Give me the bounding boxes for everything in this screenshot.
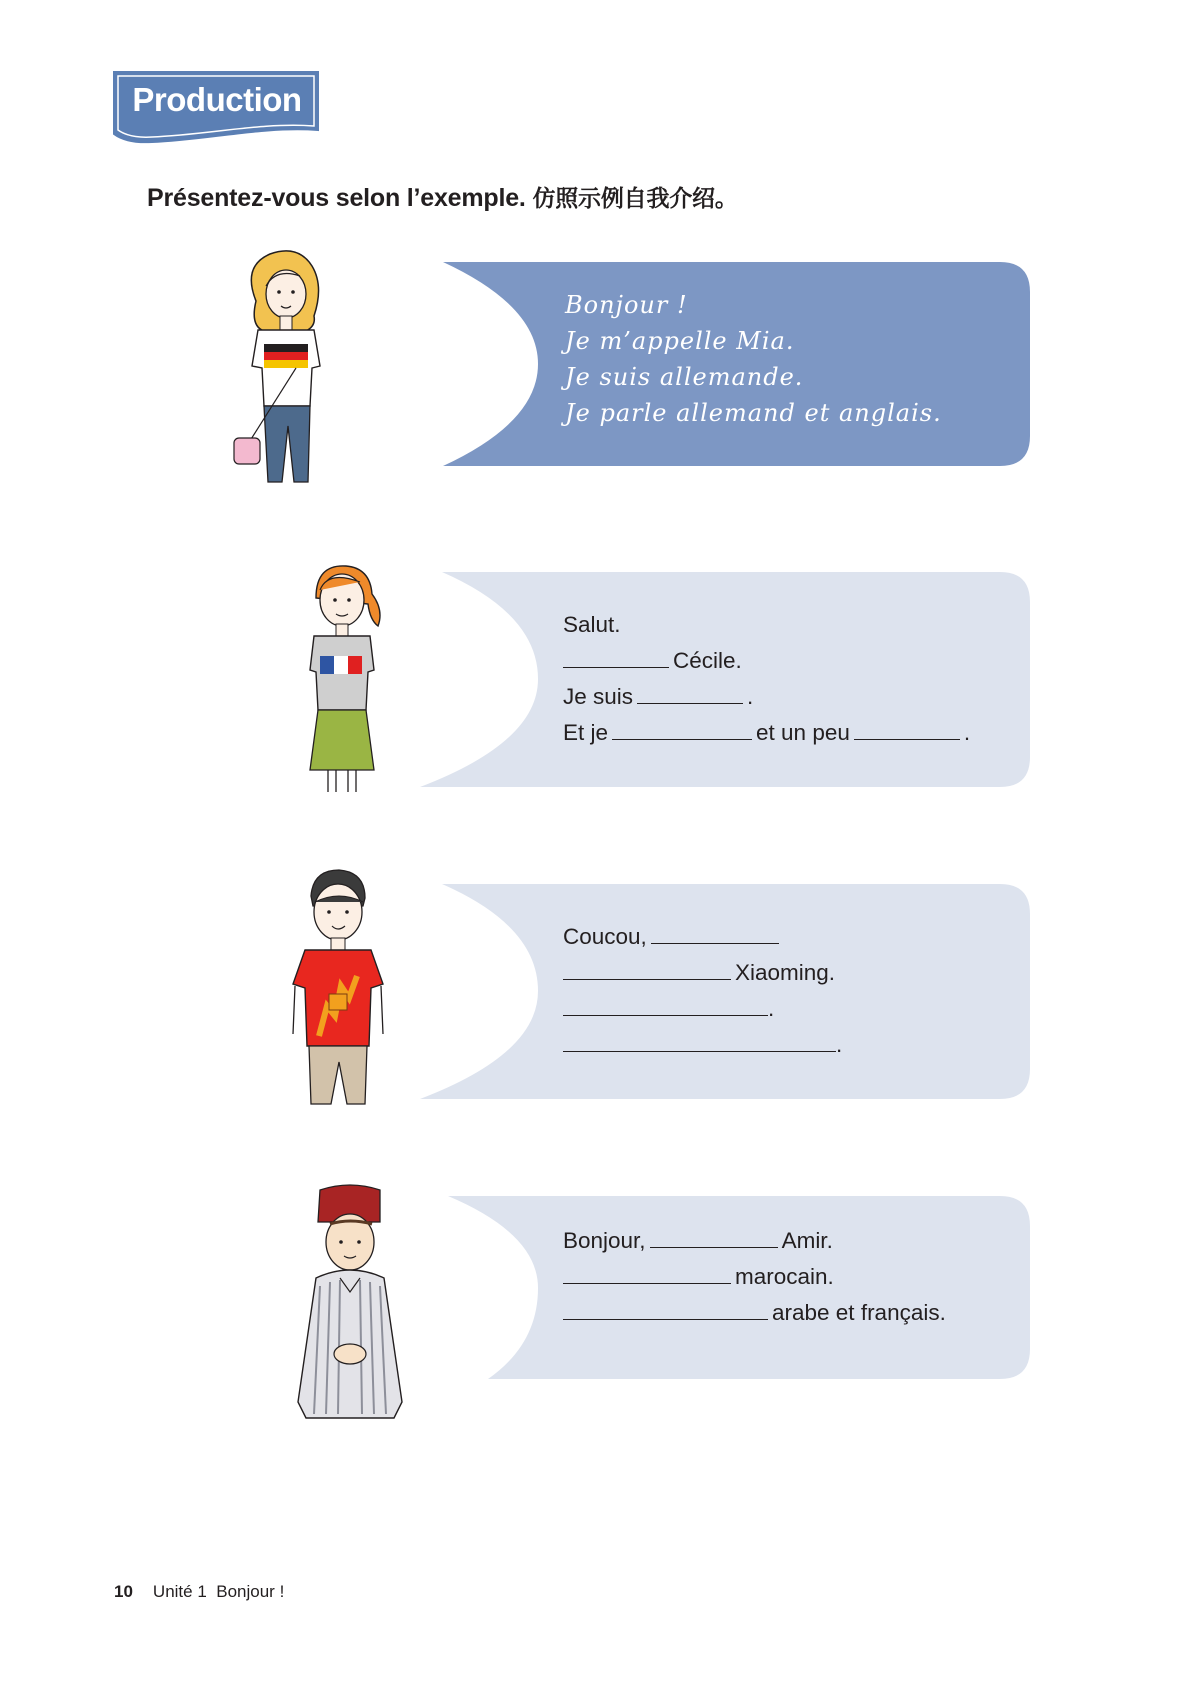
xiaoming-line-4: .	[563, 1027, 842, 1063]
answer-blank[interactable]	[563, 1295, 768, 1320]
exercise-panel-amir	[440, 1196, 1030, 1379]
answer-blank[interactable]	[612, 715, 752, 740]
cecile-line-4: Et je et un peu .	[563, 715, 970, 751]
section-title: Production	[132, 81, 302, 118]
amir-line-3: arabe et français.	[563, 1295, 946, 1331]
answer-blank[interactable]	[563, 1259, 731, 1284]
cecile-illustration	[298, 560, 388, 795]
answer-blank[interactable]	[563, 1027, 836, 1052]
unit-label: Unité 1	[152, 1582, 207, 1601]
example-line-4: Je parle allemand et anglais.	[565, 399, 942, 427]
page-number: 10	[114, 1582, 133, 1601]
instruction-zh: 仿照示例自我介绍。	[532, 186, 738, 212]
example-text	[565, 287, 942, 431]
section-badge	[112, 70, 322, 145]
exercise-panel-xiaoming	[420, 884, 1030, 1099]
xiaoming-illustration	[283, 866, 393, 1106]
answer-blank[interactable]	[563, 991, 768, 1016]
example-line-1: Bonjour !	[565, 291, 688, 319]
answer-blank[interactable]	[651, 919, 779, 944]
answer-blank[interactable]	[563, 643, 669, 668]
answer-blank[interactable]	[854, 715, 960, 740]
mia-illustration	[228, 246, 338, 486]
amir-line-1: Bonjour, Amir.	[563, 1223, 946, 1259]
example-line-3: Je suis allemande.	[565, 363, 804, 391]
amir-line-2: marocain.	[563, 1259, 946, 1295]
answer-blank[interactable]	[563, 955, 731, 980]
example-line-2: Je m’appelle Mia.	[565, 327, 795, 355]
amir-text	[563, 1223, 946, 1331]
cecile-text	[563, 607, 970, 751]
answer-blank[interactable]	[637, 679, 743, 704]
xiaoming-line-1: Coucou,	[563, 919, 842, 955]
amir-illustration	[276, 1182, 426, 1422]
cecile-line-1: Salut.	[563, 612, 621, 637]
xiaoming-line-3: .	[563, 991, 842, 1027]
instruction-fr: Présentez-vous selon l’exemple.	[147, 184, 526, 212]
page-footer	[114, 1582, 284, 1602]
answer-blank[interactable]	[650, 1223, 778, 1248]
unit-title: Bonjour !	[216, 1582, 285, 1601]
cecile-line-3: Je suis .	[563, 679, 970, 715]
cecile-line-2: Cécile.	[563, 643, 970, 679]
exercise-panel-cecile	[420, 572, 1030, 787]
xiaoming-line-2: Xiaoming.	[563, 955, 842, 991]
instruction	[147, 180, 738, 213]
xiaoming-text	[563, 919, 842, 1063]
example-panel	[443, 262, 1030, 466]
